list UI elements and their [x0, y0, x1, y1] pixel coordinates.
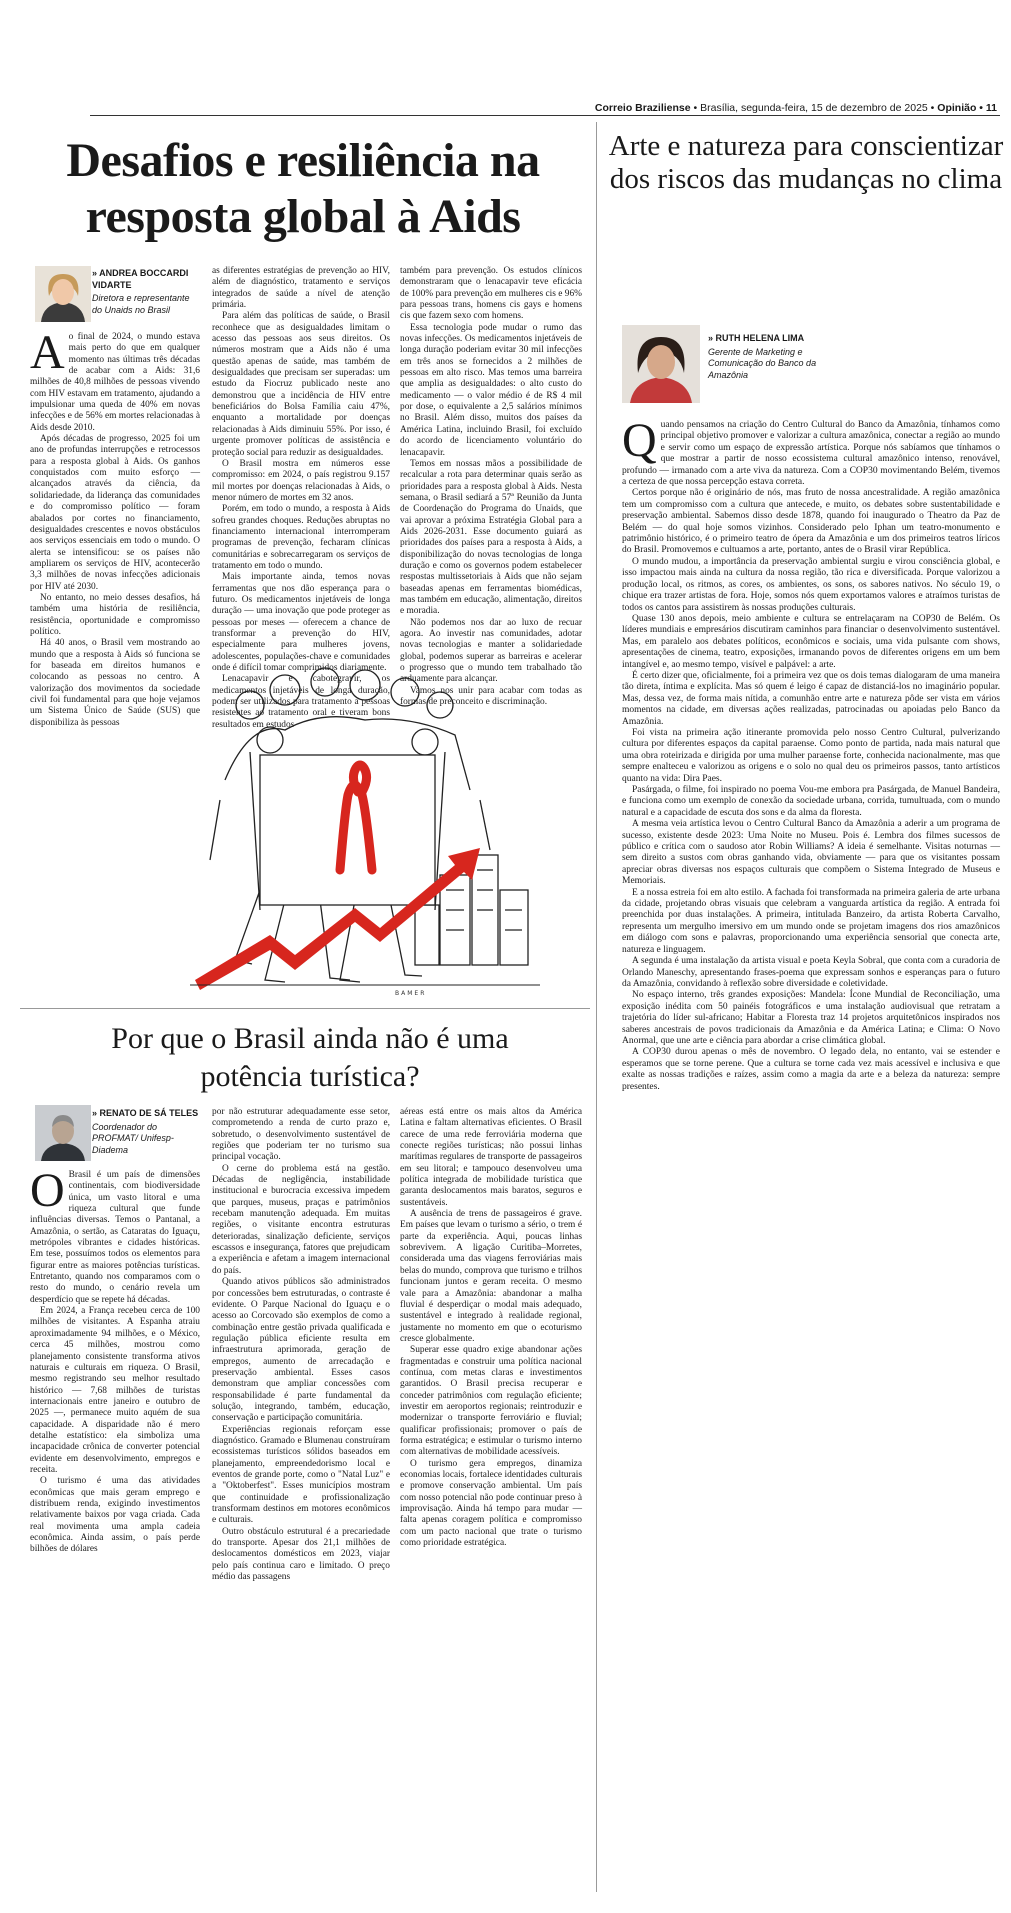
article2-column-2 [212, 1107, 390, 1882]
article2-col2-p3: Experiências regionais reforçam esse diagnóstico. Gramado e Blumenau construíram ecossistemas turísticos sólidos baseados em planejamento, empreendedorismo local e eventos de grande porte, como o "Natal Luz" e a "Oktoberfest". Esses municípios mostram que continuidade e profissionalização transformam destinos em motores econômicos e culturais. [212, 1424, 390, 1526]
article1-col3-p4: Vamos nos unir para acabar com todas as formas de preconceito e discriminação. [400, 685, 582, 708]
article1-title: Desafios e resiliência na resposta global à Aids [66, 134, 540, 243]
article3-p6: Pasárgada, o filme, foi inspirado no poema Vou-me embora pra Pasárgada, de Manuel Bandeira, e funciona como um exemplo de conexão da sociedade urbana, corrida, tumultuada, com o mundo natural e a capacidade de escuta dos sons e da alma da floresta. [622, 785, 1000, 818]
article3-role: Gerente de Marketing e Comunicação do Banco da Amazônia [708, 346, 817, 380]
article3-p5: Foi vista na primeira ação itinerante promovida pelo nosso Centro Cultural, pulverizando cultura por diferentes espaços da capital paraense. Como ponto de partida, nada mais natural que uma obra roteirizada e dirigida por uma mulher paraense forte, conhecida nacionalmente, mas que sempre enalteceu e valorizou as origens e o solo no qual deu os primeiros passos, tanto artísticos quanto na vida: Dira Paes. [622, 727, 1000, 784]
dateline: • Brasília, segunda-feira, 15 de dezembro de 2025 • [690, 102, 938, 114]
article2-col3-p1: A ausência de trens de passageiros é grave. Em países que levam o turismo a sério, o trem é parte da experiência. Aqui, poucas linhas sobrevivem. A ligação Curitiba–Morretes, considerada uma das viagens ferroviárias mais belas do mundo, comprova que turismo e trilhos funcionam juntos e geram receita. O mesmo vale para a Amazônia: abandonar a malha fluvial é desperdiçar o modal mais adequado, sustentável e integrado à realidade regional, justamente no momento em que o ecoturismo cresce globalmente. [400, 1209, 582, 1344]
article2-col1-p2: O turismo é uma das atividades econômicas que mais geram emprego e distribuem renda, exigindo investimentos relativamente baixos por vaga criada. Cada real movimenta uma ampla cadeia econômica. Ainda assim, o país perde bilhões de dólares [30, 1476, 200, 1555]
article1-column-3 [400, 266, 582, 708]
article2-role: Coordenador do PROFMAT/ Unifesp-Diadema [92, 1121, 174, 1155]
article3-title: Arte e natureza para conscientizar dos riscos das mudanças no clima [608, 130, 1004, 195]
article1-col3-p2: Temos em nossas mãos a possibilidade de recalcular a rota para determinar quais serão as prioridades para a resposta global à Aids. Nesta semana, o Brasil sediará a 57ª Reunião da Junta de Coordenação do Programa do Unaids, que vai aprovar a próxima Estratégia Global para a Aids 2026-2031. Esse documento guiará as prioridades dos países para a resposta à Aids, a disponibilização do novas tecnologias de longa duração e como os governos podem estabelecer respostas multissetoriais à Aids que não sejam baseadas apenas em ferramentas biomédicas, mas também em educação, alimentação, direitos e moradia. [400, 458, 582, 617]
article2-col3-p3: O turismo gera empregos, dinamiza economias locais, fortalece identidades culturais e promove conservação ambiental. Um país com nosso potencial não pode continuar preso à improvisação. Ainda há tempo para mudar — falta apenas coragem política e compromisso com um pacto nacional que trate o turismo como prioridade estratégica. [400, 1458, 582, 1549]
article1-col2-p2: O Brasil mostra em números esse compromisso: em 2024, o país registrou 9.157 mil mortes por doenças relacionadas à Aids, o menor número de mortes em 32 anos. [212, 458, 390, 503]
article3-p10: No espaço interno, três grandes exposições: Mandela: Ícone Mundial de Reconciliação, uma exposição inédita com 50 painéis fotográficos e uma instalação audiovisual que retratam a trajetória do líder sul-africano; Habitar a Floresta traz 14 projetos arquitetônicos inspirados nos saberes ancestrais de povos tradicionais da Amazônia e da América Latina; e Clima: O Novo Anormal, que une arte e ciência para abordar a crise climática global. [622, 990, 1000, 1046]
article2-dropcap: O [30, 1164, 65, 1217]
aids-ribbon-illustration [190, 660, 540, 1000]
article3-p1: Certos porque não é originário de nós, mas fruto de nossa ancestralidade. A região amazônica tem um compromisso com a cultura que antecede, e muito, os debates sobre sustentabilidade e preservação ambiental. Sabemos disso desde 1878, quando foi inaugurado o Theatro da Paz de Belém — do qual hoje somos vizinhos. Considerado pelo Iphan um teatro-monumento e patrimônio histórico, é o primeiro teatro de ópera da Amazônia e um dos primeiros teatros líricos do Brasil. Promovemos e cultuamos a arte, portanto, antes de o Brasil virar República. [622, 488, 1000, 556]
article3-p3: Quase 130 anos depois, meio ambiente e cultura se entrelaçaram na COP30 de Belém. Os líderes mundiais e empresários discutiram caminhos para financiar o desenvolvimento sustentável. Mas, em paralelo aos debates políticos, econômicos e sociais, uma vida pulsante com shows, apresentações de cinema, teatro, exposições, irmanando povos de diferentes origens em um bem intangível e, ao mesmo tempo, visível e palpável: a arte. [622, 613, 1000, 670]
article1-byline [92, 268, 202, 316]
avatar-article1-author [35, 266, 91, 322]
article1-col2-p5: Lenacapavir e cabotegravir, os medicamentos injetáveis de longa duração, podem ser utilizados para tratamento a pessoas resistentes ao tratamento oral e tiveram bons resultados em estudos [212, 674, 390, 730]
article3-author: » RUTH HELENA LIMA [708, 333, 805, 343]
newspaper-name: Correio Braziliense [594, 102, 691, 114]
article1-author: » ANDREA BOCCARDI VIDARTE [92, 268, 189, 290]
article1-col2-p1: Para além das políticas de saúde, o Brasil reconhece que as desigualdades limitam o acesso das pessoas aos seus direitos. Os números mostram que a Aids não é uma questão apenas de saúde, mas também de desigualdades que precisam ser superadas: um estudo da Fiocruz publicado neste ano demonstrou que a incidência de HIV entre beneficiários do Bolsa Família caiu 47%, enquanto a mortalidade por doenças relacionadas à Aids diminuiu 55%. Por isso, é urgente promover políticas de assistência e proteção social para reduzir as desigualdades. [212, 311, 390, 458]
article2-col2-p0: por não estruturar adequadamente esse setor, comprometendo a renda de curto prazo e, sobretudo, o desenvolvimento sustentável de regiões que poderiam ter no turismo sua principal vocação. [212, 1107, 390, 1163]
article3-p7: A mesma veia artística levou o Centro Cultural Banco da Amazônia a aderir a um programa de sucesso, existente desde 2023: Uma Noite no Museu. Pois é. Lembra dos filmes sucessos de público e crítica com o saudoso ator Robin Williams? A ideia é semelhante. Visitas noturnas — sem direito a sustos com obras ganhando vida, obviamente — para que os visitantes possam apreciar obras diversas nos espaços culturais que compõem o Sistema Integrado de Museus e Memoriais. [622, 819, 1000, 887]
article1-col1-p2: No entanto, no meio desses desafios, há também uma história de resiliência, resistência, oportunidade e compromisso político. [30, 592, 200, 637]
article2-col2-p4: Outro obstáculo estrutural é a precariedade do transporte. Apesar dos 21,1 milhões de deslocamentos domésticos em 2023, viajar pelo país continua caro e limitado. O preço médio das passagens [212, 1526, 390, 1583]
article3-p8: E a nossa estreia foi em alto estilo. A fachada foi transformada na primeira galeria de arte urbana da cidade, projetando obras visuais que celebram a vanguarda artística da região. A entrada foi preenchida por duas instalações. A primeira, intitulada Banzeiro, da artista Roberta Carvalho, representa um mergulho imersivo em um mundo onde se projetam imagens dos rios amazônicos em diálogo com sons e palavras, proporcionando uma experiência sensorial que conecta arte, natureza e linguagem. [622, 887, 1000, 955]
article2-column-3 [400, 1107, 582, 1882]
article1-col2-p0: as diferentes estratégias de prevenção ao HIV, além de diagnóstico, tratamento e serviços integrados de saúde a nível de atenção primária. [212, 266, 390, 311]
article1-col2-p4: Mais importante ainda, temos novas ferramentas que nos dão esperança para o futuro. Os medicamentos injetáveis de longa duração — uma inovação que pode proteger as pessoas por meses — oferecem a chance de transformar a prevenção do HIV, especialmente para mulheres jovens, adolescentes, populações-chave e comunidades onde é difícil tomar comprimidos diariamente. [212, 572, 390, 674]
article2-col2-p1: O cerne do problema está na gestão. Décadas de negligência, instabilidade institucional e burocracia excessiva impedem que parques, museus, praças e patrimônios recebam manutenção adequada. Em muitas regiões, o visitante encontra estruturas deterioradas, sinalização deficiente, serviços escassos e insegurança, fatores que prejudicam a experiência e afetam a imagem internacional do país. [212, 1163, 390, 1276]
article1-column-2 [212, 266, 390, 730]
article1-col3-p0: também para prevenção. Os estudos clínicos demonstraram que o lenacapavir teve eficácia de 100% para prevenção em mulheres cis e 96% para pessoas trans, homens cis gays e homens cis que fazem sexo com homens. [400, 266, 582, 322]
article1-col1-p0: Ao final de 2024, o mundo estava mais perto do que em qualquer momento nas últimas três décadas de acabar com a Aids: 31,6 milhões de 40,8 milhões de pessoas vivendo com HIV estavam em tratamento, ajudando a impulsionar uma queda de 40% em novas infecções e de 56% em mortes relacionadas à Aids desde 2010. [30, 326, 200, 433]
article2-author: » RENATO DE SÁ TELES [92, 1108, 199, 1118]
article1-col3-p3: Não podemos nos dar ao luxo de recuar agora. Ao investir nas comunidades, adotar novas tecnologias e manter a solidariedade global, podemos superar as barreiras e acelerar o progresso que o mundo tem trabalhado tão arduamente para alcançar. [400, 617, 582, 685]
running-header [485, 102, 997, 114]
article-separator [20, 1008, 590, 1009]
illustration-signature: BAMER [395, 990, 427, 997]
article1-column-1 [30, 326, 200, 728]
article1-role: Diretora e representante do Unaids no Brasil [92, 293, 190, 315]
article3-p11: A COP30 durou apenas o mês de novembro. O legado dela, no entanto, vai se estender e esperamos que se torne perene. Que a cultura se torne cada vez mais acessível e inclusiva e que exalte as nossas tradições e raízes, assim como a magia da arte e a beleza da natureza: sempre presentes. [622, 1047, 1000, 1092]
article3-p9: A segunda é uma instalação da artista visual e poeta Keyla Sobral, que conta com a curadoria de Orlando Maneschy, apresentando frases-poema que expressam sonhos e esperanças para o futuro da Amazônia, convidando à reflexão sobre diversidade e coletividade. [622, 956, 1000, 989]
article3-column [622, 414, 1000, 1882]
article2-column-1 [30, 1164, 200, 1882]
article2-col3-p0: aéreas está entre os mais altos da América Latina e faltam alternativas eficientes. O Brasil carece de uma rede ferroviária moderna que conecte regiões turísticas; não possui linhas marítimas regulares de transporte de passageiros em seu litoral; e tampouco desenvolveu uma política integrada de mobilidade turística que garanta deslocamentos mais baratos, seguros e sustentáveis. [400, 1107, 582, 1208]
article2-col3-p2: Superar esse quadro exige abandonar ações fragmentadas e construir uma política nacional contínua, com metas claras e investimentos garantidos. O Brasil precisa recuperar e conceder patrimônios com regulação eficiente; investir em aeroportos regionais; reintroduzir e modernizar o transporte ferroviário e fluvial; qualificar profissionais; promover o país de forma estratégica; e estimular o turismo interno com alternativas de mobilidade acessíveis. [400, 1345, 582, 1458]
section-name: Opinião [937, 102, 977, 114]
header-rule [90, 115, 1000, 116]
article2-col1-p0: O Brasil é um país de dimensões continentais, com biodiversidade única, um vasto litoral e uma riqueza cultural que funde influências diversas. Temos o Pantanal, a Amazônia, o sertão, as Cataratas do Iguaçu, metrópoles vibrantes e cidades históricas. Em tese, possuímos todos os elementos para figurar entre as maiores potências turísticas. Entretanto, quando nos comparamos com o resto do mundo, o cenário revela um desperdício que se repete há décadas. [30, 1164, 200, 1305]
article3-p4: É certo dizer que, oficialmente, foi a primeira vez que os dois temas dialogaram de uma maneira tão direta, íntima e explícita. Mas só quem é leigo é capaz de distanciá-los no imaginário popular. Mas, dessa vez, de forma mais nítida, a comunhão entre arte e natureza pôde ser vista em vários momentos na cidade, em diversas ações realizadas, patrocinadas ou apoiadas pelo Banco da Amazônia. [622, 670, 1000, 727]
article2-col2-p2: Quando ativos públicos são administrados por concessões bem estruturadas, o contraste é evidente. O Parque Nacional do Iguaçu e o acesso ao Corcovado são exemplos de como a combinação entre gestão privada qualificada e regulação pública eficiente resulta em infraestrutura aprimorada, geração de empregos, aumento de arrecadação e preservação ambiental. Esses casos demonstram que ampliar concessões com responsabilidade é parte fundamental da solução, integrando, também, educação, conservação e participação comunitária. [212, 1277, 390, 1424]
article3-byline [708, 333, 858, 381]
avatar-article2-author [35, 1105, 91, 1161]
article2-col1-p1: Em 2024, a França recebeu cerca de 100 milhões de visitantes. A Espanha atraiu aproximadamente 94 milhões, e o México, cerca 45 milhões, mostrou como planejamento consistente transforma ativos naturais e culturais em riqueza. O Brasil, mesmo registrando seu melhor resultado histórico — 7,68 milhões de turistas internacionais entre janeiro e outubro de 2025 —, permanece muito aquém de sua capacidade. A disparidade não é mero detalhe estatístico: ela simboliza uma incapacidade crônica de converter potencial evidente em desenvolvimento, empregos e receita. [30, 1306, 200, 1475]
article2-byline [92, 1108, 202, 1156]
article3-dropcap: Q [622, 414, 657, 467]
article1-dropcap: A [30, 326, 65, 379]
column-divider [596, 122, 597, 1892]
article1-col1-p3: Há 40 anos, o Brasil vem mostrando ao mundo que a resposta à Aids só funciona se for baseada em direitos humanos e colocando as pessoas no centro. A valorização dos movimentos da sociedade civil foi fundamental para que hoje vejamos um Sistema Único de Saúde (SUS) que disponibiliza às pessoas [30, 638, 200, 728]
avatar-article3-author [622, 325, 700, 403]
page-number: • 11 [976, 102, 997, 114]
article2-title: Por que o Brasil ainda não é uma potência turística? [111, 1022, 509, 1093]
article3-p0: Quando pensamos na criação do Centro Cultural do Banco da Amazônia, tínhamos como principal objetivo promover e valorizar a cultura amazônica, conectar a região ao mundo e servir como um espaço de expressão artística. Porque nós sabíamos que tínhamos o que mostrar a partir de nosso ecossistema cultural amazônico intenso, renovável, profundo — irmanado com a arte viva da natureza. Com a COP30 movimentando Belém, tivemos a certeza de que nossa percepção estava correta. [622, 414, 1000, 488]
article1-col3-p1: Essa tecnologia pode mudar o rumo das novas infecções. Os medicamentos injetáveis de longa duração poderiam evitar 30 mil infecções em três anos se fornecidos a 2 milhões de pessoas em alto risco. Mas temos uma barreira que amplia as desigualdades: o alto custo do medicamento — o valor médio é de R$ 4 mil por dose, o equivalente a 2,5 salários mínimos no Brasil. Além disso, muitos dos países da América Latina, incluindo Brasil, foi excluído do acordo de licenciamento voluntário do lenacapavir. [400, 322, 582, 458]
article1-col2-p3: Porém, em todo o mundo, a resposta à Aids sofreu grandes choques. Reduções abruptas no financiamento internacional interromperam programas de prevenção, fecharam clínicas comunitárias e sobrecarregaram os serviços de tratamento em todo o mundo. [212, 504, 390, 571]
article3-p2: O mundo mudou, a importância da preservação ambiental surgiu e virou consciência global, e isso impactou mais ainda na cultura da nossa região, tão rica e diversificada. Porque valorizou a produção local, os ritmos, as cores, os ambientes, os sons, os sabores nativos. No século 19, o chique era trazer artistas de fora. Hoje, somos nós quem exportamos valores e atraímos turistas de todos os cantos para assistirem às nossas produções culturais. [622, 556, 1000, 613]
article1-col1-p1: Após décadas de progresso, 2025 foi um ano de profundas interrupções e retrocessos para a resposta global à Aids. Os ganhos conquistados com muito esforço — alcançados através da ciência, da solidariedade, da liderança das comunidades e do compromisso político — foram abalados por cortes no financiamento, desigualdades crescentes e novos obstáculos aos serviços essenciais em todo o mundo. O alerta se intensificou: se os países não ampliarem os serviços de HIV, acontecerão 3,3 milhões de novas infecções adicionais por HIV até 2030. [30, 434, 200, 592]
